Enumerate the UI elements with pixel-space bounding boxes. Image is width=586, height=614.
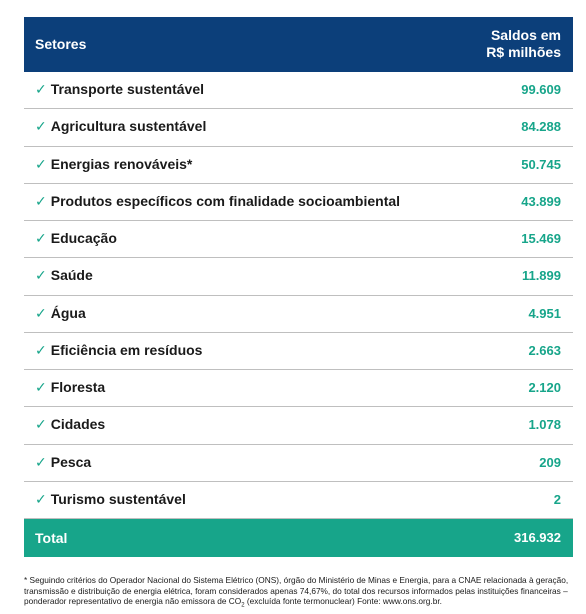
sector-name: Energias renováveis* bbox=[50, 155, 193, 172]
sector-name: Educação bbox=[50, 230, 117, 247]
total-label: Total bbox=[35, 530, 68, 546]
sector-name: Pesca bbox=[50, 453, 92, 470]
sector-name: Transporte sustentável bbox=[50, 81, 205, 98]
table-row bbox=[24, 147, 573, 184]
sector-value: 99.609 bbox=[521, 82, 561, 98]
row-label bbox=[35, 119, 206, 136]
sector-name: Turismo sustentável bbox=[50, 491, 186, 508]
sector-balances-table bbox=[24, 17, 573, 557]
check-icon: ✓ bbox=[35, 268, 47, 285]
total-row bbox=[24, 519, 573, 557]
sector-name: Produtos específicos com finalidade socioambiental bbox=[50, 193, 401, 210]
check-icon: ✓ bbox=[35, 417, 47, 434]
sector-value: 84.288 bbox=[521, 119, 561, 135]
row-label bbox=[35, 305, 86, 322]
check-icon: ✓ bbox=[35, 231, 47, 248]
row-label bbox=[35, 454, 91, 471]
row-label bbox=[35, 268, 93, 285]
header-sectors: Setores bbox=[35, 36, 87, 52]
footnote-text: * Seguindo critérios do Operador Nacional do Sistema Elétrico (ONS), órgão do Ministério de Minas e Energia, para a CNAE relacionada à geração, transmissão e distribuição de energia elétrica, foram considerados apenas 74,67%, do total dos recursos informados pelas instituições financeiras – ponderador representativo de energia não emissora de CO bbox=[24, 575, 569, 607]
sector-value: 43.899 bbox=[521, 194, 561, 210]
header-balances-line1: Saldos em bbox=[490, 27, 561, 43]
table-row bbox=[24, 370, 573, 407]
sector-value: 11.899 bbox=[521, 268, 561, 284]
sector-name: Agricultura sustentável bbox=[50, 118, 207, 135]
row-label bbox=[35, 230, 117, 247]
sector-name: Saúde bbox=[50, 267, 93, 284]
check-icon: ✓ bbox=[35, 380, 47, 397]
table-row bbox=[24, 482, 573, 519]
row-label bbox=[35, 417, 105, 434]
check-icon: ✓ bbox=[35, 156, 47, 173]
header-balances bbox=[486, 27, 561, 61]
table-header bbox=[24, 17, 573, 72]
check-icon: ✓ bbox=[35, 343, 47, 360]
sector-value: 15.469 bbox=[521, 231, 561, 247]
sector-name: Cidades bbox=[50, 416, 106, 433]
footnote bbox=[24, 575, 576, 611]
row-label bbox=[35, 342, 202, 359]
sector-name: Floresta bbox=[50, 379, 106, 396]
header-balances-line2: R$ milhões bbox=[486, 44, 561, 60]
sector-value: 2.120 bbox=[528, 380, 561, 396]
table-row bbox=[24, 109, 573, 146]
table-row bbox=[24, 221, 573, 258]
check-icon: ✓ bbox=[35, 194, 47, 211]
table-row bbox=[24, 72, 573, 109]
row-label bbox=[35, 379, 105, 396]
check-icon: ✓ bbox=[35, 492, 47, 509]
table-row bbox=[24, 407, 573, 444]
row-label bbox=[35, 81, 204, 98]
row-label bbox=[35, 491, 186, 508]
check-icon: ✓ bbox=[35, 305, 47, 322]
sector-name: Água bbox=[50, 304, 86, 321]
sector-value: 4.951 bbox=[528, 305, 561, 321]
row-label bbox=[35, 193, 400, 210]
table-row bbox=[24, 333, 573, 370]
sector-name: Eficiência em resíduos bbox=[50, 342, 203, 359]
sector-value: 2 bbox=[553, 492, 561, 508]
table-row bbox=[24, 445, 573, 482]
footnote-text-end: (excluída fonte termonuclear) Fonte: www.ons.org.br. bbox=[244, 596, 442, 607]
footnote-subscript: 2 bbox=[241, 602, 245, 609]
table-row bbox=[24, 296, 573, 333]
table-row bbox=[24, 258, 573, 295]
sector-value: 50.745 bbox=[521, 156, 561, 172]
sector-value: 209 bbox=[539, 454, 561, 470]
row-label bbox=[35, 156, 192, 173]
table-body bbox=[24, 72, 573, 519]
total-value: 316.932 bbox=[514, 530, 561, 545]
table-row bbox=[24, 184, 573, 221]
sector-value: 1.078 bbox=[528, 417, 561, 433]
check-icon: ✓ bbox=[35, 454, 47, 471]
check-icon: ✓ bbox=[35, 82, 47, 99]
sector-value: 2.663 bbox=[528, 343, 561, 359]
check-icon: ✓ bbox=[35, 119, 47, 136]
